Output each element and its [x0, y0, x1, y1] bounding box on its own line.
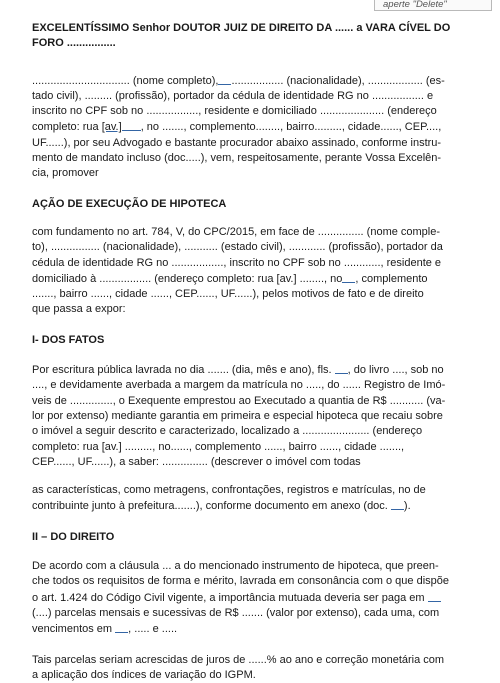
court-heading: EXCELENTÍSSIMO Senhor DOUTOR JUIZ DE DIREITO DA ...... a VARA CÍVEL DO FORO ................: [32, 21, 462, 52]
intro-line: ................................ (nome completo),: [32, 75, 218, 87]
facts-line: as características, como metragens, confrontações, registros e matrículas, no de: [32, 484, 426, 496]
hint-note: aperte "Delete": [374, 0, 492, 11]
foundation-line: que passa a expor:: [32, 303, 126, 315]
foundation-line: ......., bairro ......, cidade ......, CEP......, UF......), pelos motivos de fato e de direito: [32, 288, 424, 300]
facts-line: ).: [404, 500, 411, 512]
closing-line: a aplicação dos índices de variação do IGPM.: [32, 669, 256, 681]
facts-line: Por escritura pública lavrada no dia ....... (dia, mês e ano), fls.: [32, 364, 335, 376]
law-line: De acordo com a cláusula ... a do mencionado instrumento de hipoteca, que preen-: [32, 560, 439, 572]
intro-line: ................. (nacionalidade), .................. (es-: [231, 75, 444, 87]
facts-line: CEP......, UF......), a saber: ............... (descrever o imóvel com todas: [32, 456, 361, 468]
form-field-marker[interactable]: [391, 499, 404, 510]
intro-line: UF......), por seu Advogado e bastante procurador abaixo assinado, conforme instru-: [32, 137, 441, 149]
foundation-line: , complemento: [355, 273, 427, 285]
law-line: (....) parcelas mensais e sucessivas de R$ ....... (valor por extenso), cada uma, com: [32, 607, 439, 619]
form-field-marker[interactable]: [122, 120, 141, 131]
intro-line: , no ......., complemento........, bairro........., cidade......, CEP....,: [141, 121, 442, 133]
law-line: vencimentos em: [32, 623, 115, 635]
law-line: o art. 1.424 do Código Civil vigente, a importância mutuada deveria ser paga em: [32, 592, 428, 604]
document-page: [32, 0, 462, 683]
facts-line: contribuinte junto à prefeitura.......), conforme documento em anexo (doc.: [32, 500, 391, 512]
intro-paragraph: [32, 73, 462, 182]
intro-line: completo: rua: [32, 121, 102, 133]
law-line: che todos os requisitos de forma e mérito, lavrada em consonância com o que dispõe: [32, 575, 449, 587]
foundation-paragraph: [32, 225, 462, 318]
intro-line: tado civil), ......... (profissão), portador da cédula de identidade RG no ................. e: [32, 90, 433, 102]
law-line: , ..... e .....: [128, 623, 177, 635]
facts-line: lor por extenso) mediante garantia em primeira e especial hipoteca que recaiu sobre: [32, 410, 443, 422]
action-title: AÇÃO DE EXECUÇÃO DE HIPOTECA: [32, 197, 462, 212]
form-field-marker[interactable]: [218, 74, 231, 85]
field-av[interactable]: [av.]: [102, 121, 122, 133]
intro-line: cia, promover: [32, 167, 99, 179]
facts-title: I- DOS FATOS: [32, 333, 462, 348]
closing-paragraph: [32, 653, 462, 683]
facts-paragraph-2: [32, 483, 462, 515]
foundation-line: to), ................ (nacionalidade), ........... (estado civil), ............ (profissão), portador da: [32, 241, 443, 253]
form-field-marker[interactable]: [342, 272, 355, 283]
facts-line: veis de .............., o Exequente emprestou ao Executado a quantia de R$ ........... (va-: [32, 395, 445, 407]
closing-line: Tais parcelas seriam acrescidas de juros de ......% ao ano e correção monetária com: [32, 654, 444, 666]
form-field-marker[interactable]: [335, 363, 348, 374]
facts-line: ...., e devidamente averbada a margem da matrícula no ....., do ...... Registro de Imó-: [32, 379, 445, 391]
foundation-line: cédula de identidade RG no ................., inscrito no CPF sob no ............, residente e: [32, 257, 441, 269]
facts-line: o imóvel a seguir descrito e caracterizado, localizado a ...................... (endereço: [32, 425, 422, 437]
law-title: II – DO DIREITO: [32, 530, 462, 545]
law-paragraph: [32, 559, 462, 637]
intro-line: inscrito no CPF sob no ................., residente e domiciliado ..................... (endereço: [32, 105, 437, 117]
form-field-marker[interactable]: [115, 622, 128, 633]
facts-paragraph: [32, 362, 462, 470]
intro-line: mento de mandato incluso (doc.....), vem, respeitosamente, perante Vossa Excelên-: [32, 152, 441, 164]
foundation-line: com fundamento no art. 784, V, do CPC/2015, em face de ............... (nome comple-: [32, 226, 440, 238]
facts-line: completo: rua [av.] ........., no......, complemento ......, bairro ......, cidade .......,: [32, 441, 404, 453]
foundation-line: domiciliado à ................. (endereço completo: rua [av.] ........, no: [32, 273, 342, 285]
facts-line: , do livro ...., sob no: [348, 364, 444, 376]
